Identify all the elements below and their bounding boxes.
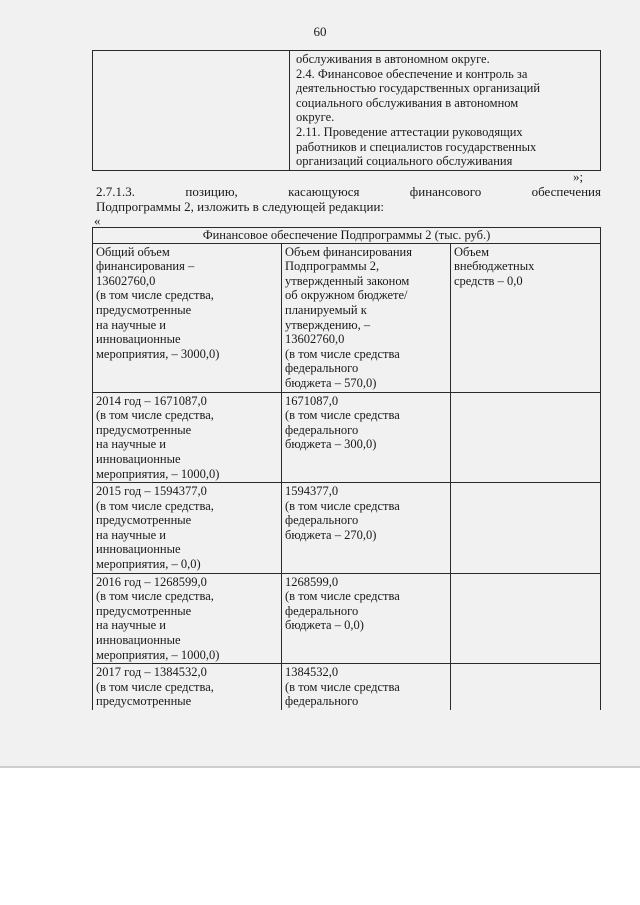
text-line: деятельностью государственных организаций [296, 81, 541, 96]
paragraph-line-1: 2.7.1.3. позицию, касающуюся финансового обеспечения [96, 184, 601, 199]
cell-text-line: федерального [285, 361, 359, 376]
cell-text-line: предусмотренные [96, 302, 192, 317]
cell-text-line: (в том числе средства, [96, 679, 214, 694]
closing-quote: »; [573, 169, 584, 184]
text-line: 2.4. Финансовое обеспечение и контроль за [296, 66, 528, 81]
cell-text-line: 2015 год – 1594377,0 [96, 484, 207, 499]
cell-text-line: 13602760,0 [96, 273, 156, 288]
cell-text-line: на научные и [96, 437, 166, 452]
table-row [93, 243, 601, 392]
cell-text-line: 1671087,0 [285, 393, 339, 408]
opening-quote: « [94, 213, 101, 228]
cell-text-line: 2017 год – 1384532,0 [96, 665, 207, 680]
financing-table [92, 227, 601, 710]
cell-text-line: планируемый к [285, 302, 367, 317]
table-cell-year-budget [282, 392, 451, 483]
cell-text-line: на научные и [96, 317, 166, 332]
cell-text-line: инновационные [96, 542, 181, 557]
cell-text-line: бюджета – 270,0) [285, 527, 377, 542]
text-line: социального обслуживания в автономном [296, 95, 519, 110]
text-line: работников и специалистов государственных [296, 139, 537, 154]
cell-text-line: бюджета – 570,0) [285, 375, 377, 390]
cell-text-line: внебюджетных [454, 259, 535, 274]
table-cell-year-total [93, 573, 282, 664]
continued-table-left-cell [93, 51, 290, 171]
cell-text-line: (в том числе средства [285, 498, 400, 513]
cell-text-line: федерального [285, 694, 359, 709]
table-cell-empty [451, 392, 601, 483]
text-line: 2.11. Проведение аттестации руководящих [296, 124, 523, 139]
table-cell-year-budget [282, 483, 451, 574]
cell-text-line: мероприятия, – 0,0) [96, 557, 201, 572]
text-line: обслуживания в автономном округе. [296, 52, 490, 66]
cell-text-line: 2016 год – 1268599,0 [96, 574, 207, 589]
cell-text-line: Объем [454, 244, 489, 259]
cell-text-line: инновационные [96, 451, 181, 466]
cell-text-line: (в том числе средства [285, 679, 400, 694]
cell-text-line: федерального [285, 422, 359, 437]
table-cell-empty [451, 664, 601, 710]
cell-text-line: предусмотренные [96, 422, 192, 437]
paragraph-line-2: Подпрограммы 2, изложить в следующей редакции: [96, 199, 385, 214]
continued-table-right-cell [290, 51, 601, 171]
cell-text-line: об окружном бюджете/ [285, 288, 408, 303]
table-row [93, 573, 601, 664]
cell-text-line: Общий объем [96, 244, 170, 259]
cell-text-line: бюджета – 300,0) [285, 437, 377, 452]
cell-text-line: (в том числе средства, [96, 498, 214, 513]
cell-text-line: 1384532,0 [285, 665, 339, 680]
cell-text-line: Подпрограммы 2, [285, 259, 380, 274]
table-header: Финансовое обеспечение Подпрограммы 2 (тыс. руб.) [93, 228, 601, 244]
cell-text-line: предусмотренные [96, 694, 192, 709]
cell-text-line: (в том числе средства, [96, 408, 214, 423]
table-cell-empty [451, 573, 601, 664]
cell-text-line: финансирования – [96, 259, 195, 274]
cell-text-line: (в том числе средства, [96, 589, 214, 604]
table-cell-extrabudget [451, 243, 601, 392]
cell-text-line: предусмотренные [96, 513, 192, 528]
cell-text-line: средств – 0,0 [454, 273, 523, 288]
table-cell-total [93, 243, 282, 392]
cell-text-line: на научные и [96, 618, 166, 633]
cell-text-line: 1594377,0 [285, 484, 339, 499]
table-cell-empty [451, 483, 601, 574]
scan-bottom-edge [0, 766, 640, 768]
table-cell-year-budget [282, 664, 451, 710]
cell-text-line: бюджета – 0,0) [285, 618, 364, 633]
cell-text-line: (в том числе средства [285, 346, 400, 361]
cell-text-line: на научные и [96, 527, 166, 542]
table-cell-year-budget [282, 573, 451, 664]
cell-text-line: 13602760,0 [285, 332, 345, 347]
cell-text-line: федерального [285, 513, 359, 528]
continued-table [92, 50, 601, 171]
table-row [93, 664, 601, 710]
cell-text-line: инновационные [96, 633, 181, 648]
cell-text-line: (в том числе средства, [96, 288, 214, 303]
cell-text-line: (в том числе средства [285, 589, 400, 604]
table-cell-year-total [93, 392, 282, 483]
cell-text-line: 1268599,0 [285, 574, 339, 589]
text-line: организаций социального обслуживания [296, 154, 513, 169]
cell-text-line: утверждению, – [285, 317, 371, 332]
cell-text-line: мероприятия, – 3000,0) [96, 346, 220, 361]
table-row [93, 483, 601, 574]
cell-text-line: инновационные [96, 332, 181, 347]
cell-text-line: Объем финансирования [285, 244, 412, 259]
table-cell-year-total [93, 664, 282, 710]
table-cell-year-total [93, 483, 282, 574]
cell-text-line: 2014 год – 1671087,0 [96, 393, 207, 408]
cell-text-line: мероприятия, – 1000,0) [96, 647, 220, 662]
table-cell-budget [282, 243, 451, 392]
table-row [93, 392, 601, 483]
cell-text-line: федерального [285, 603, 359, 618]
cell-text-line: (в том числе средства [285, 408, 400, 423]
cell-text-line: предусмотренные [96, 603, 192, 618]
page-number: 60 [313, 24, 327, 39]
cell-text-line: утвержденный законом [285, 273, 410, 288]
text-line: округе. [296, 110, 335, 125]
cell-text-line: мероприятия, – 1000,0) [96, 466, 220, 481]
